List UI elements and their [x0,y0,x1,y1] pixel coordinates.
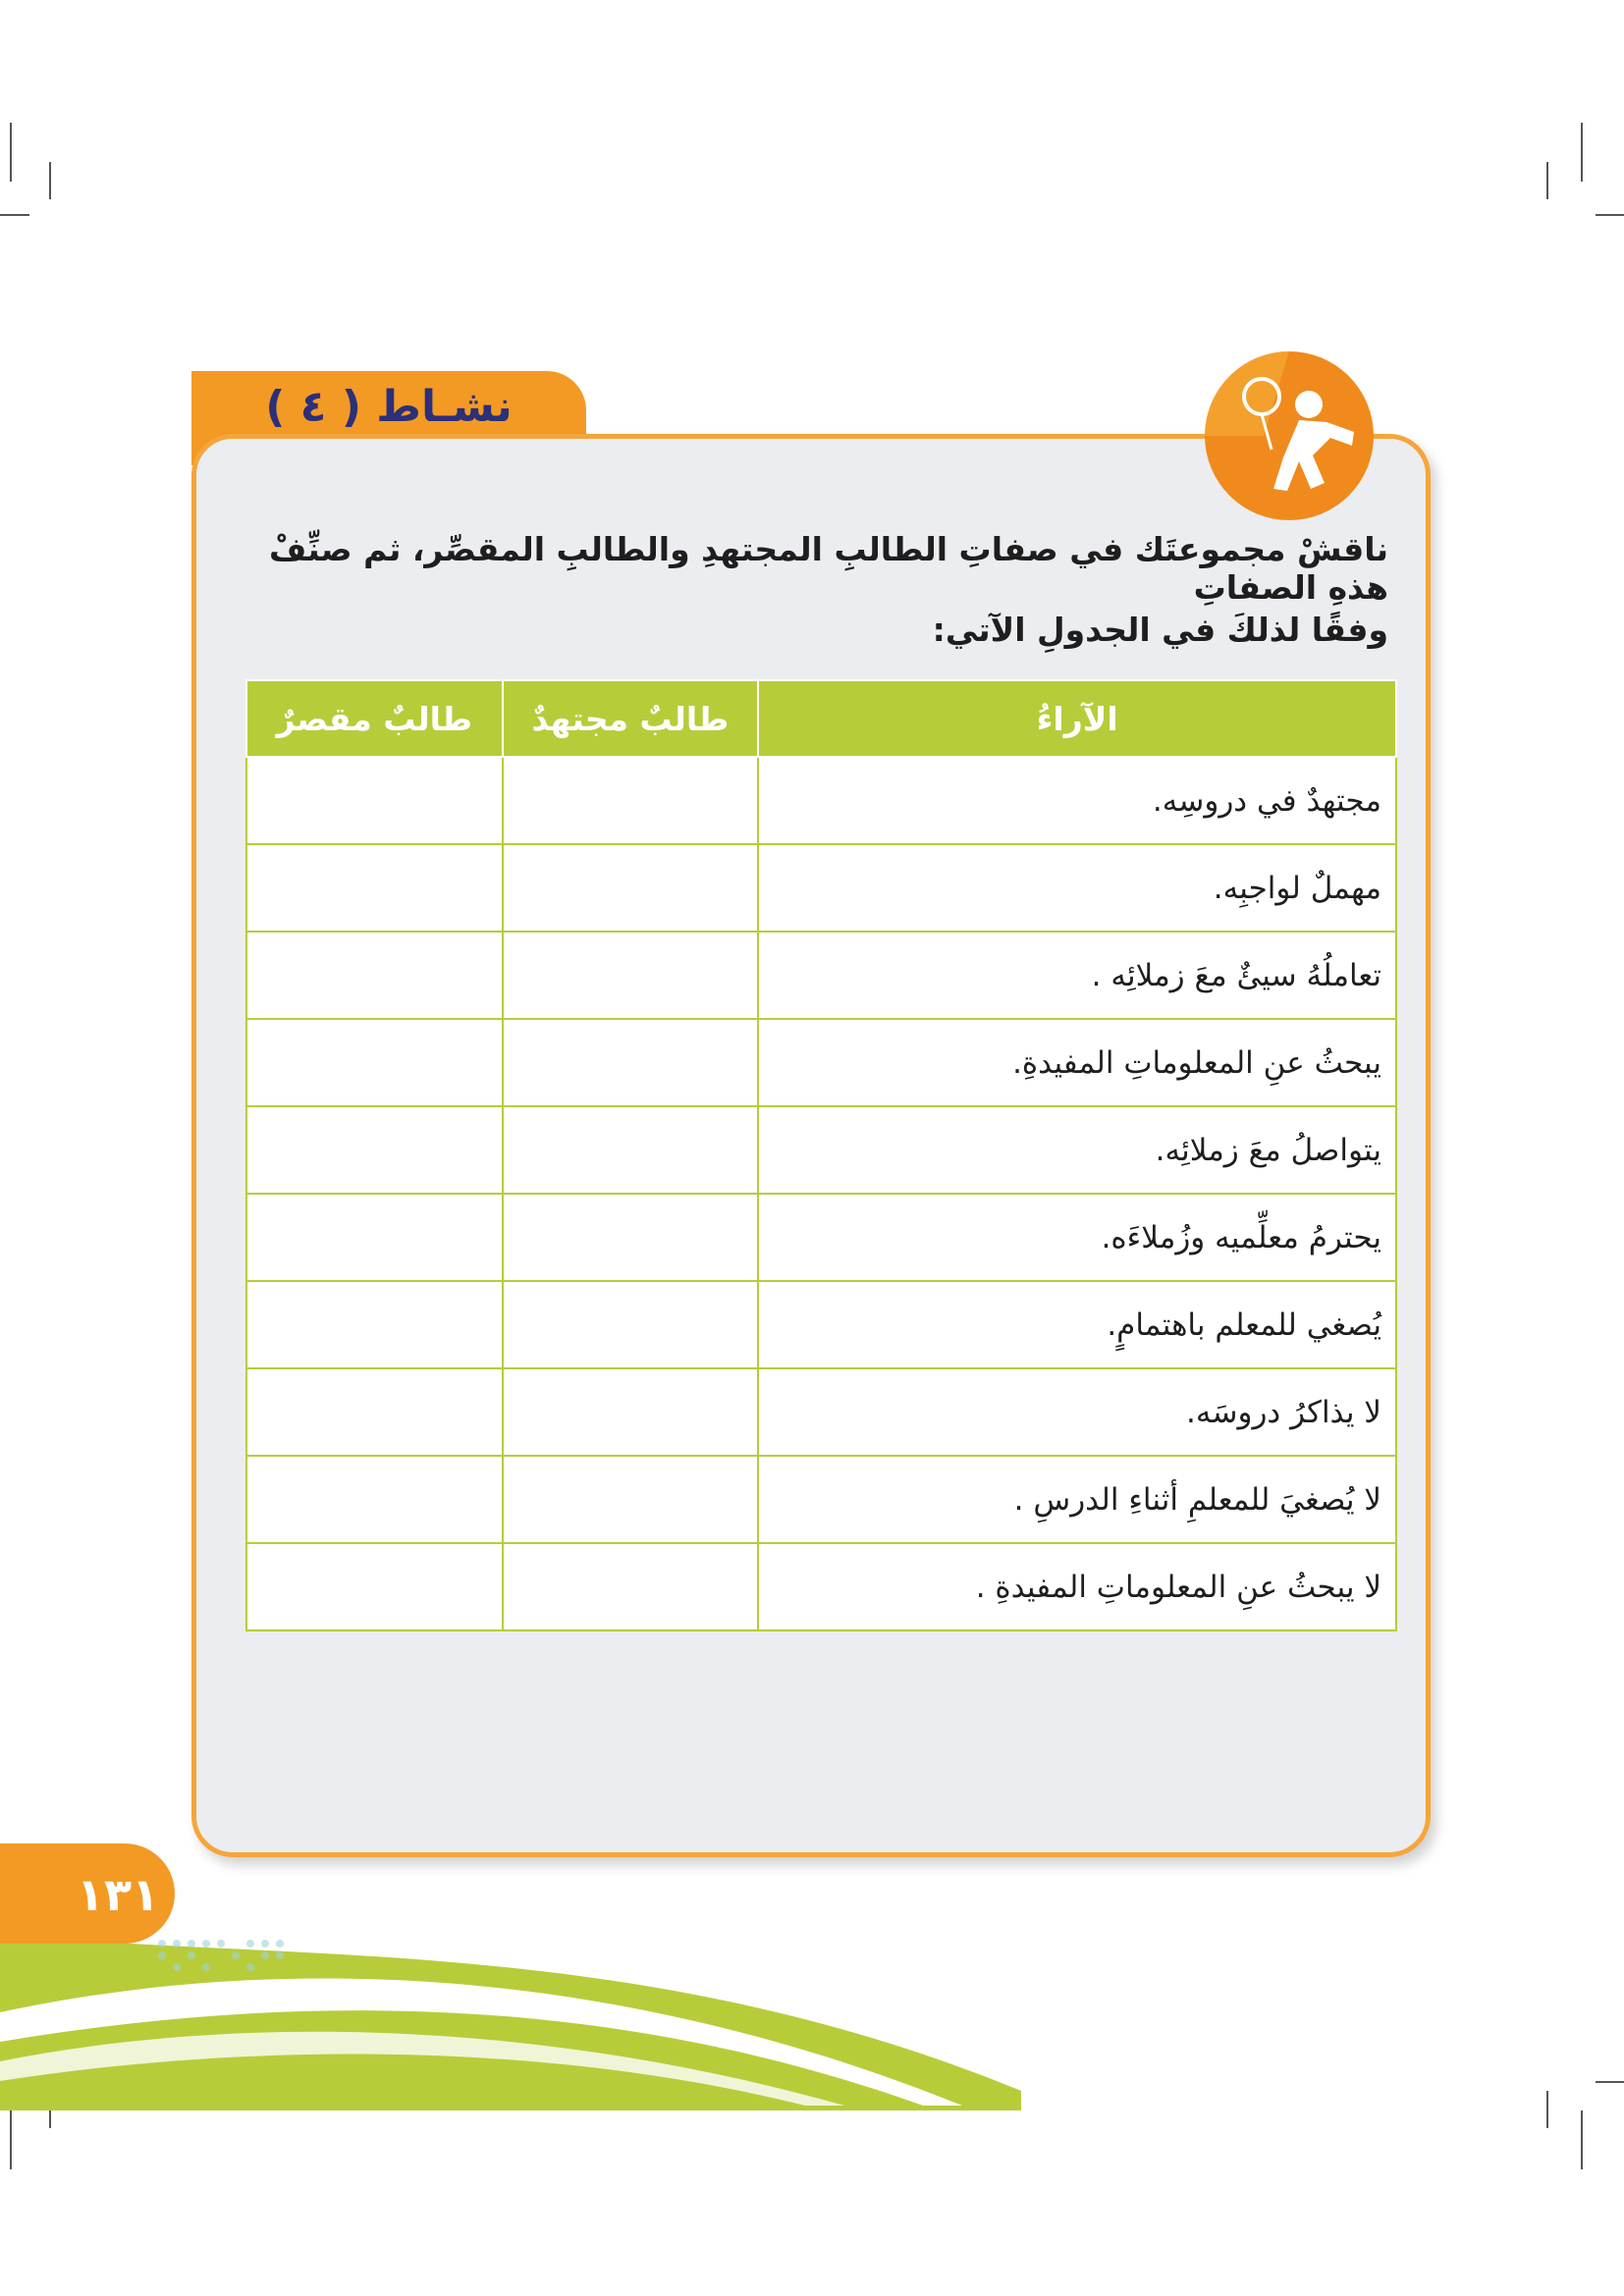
opinion-cell: يتواصلُ معَ زملائِه. [758,1106,1396,1194]
opinion-cell: مجتهدٌ في دروسِه. [758,757,1396,844]
crop-mark [1596,214,1624,216]
activity-title: نشـاط ( ٤ ) [265,381,513,432]
negligent-answer-cell[interactable] [246,1543,503,1630]
negligent-answer-cell[interactable] [246,757,503,844]
table-row [246,1368,1396,1456]
diligent-answer-cell[interactable] [503,844,759,932]
negligent-answer-cell[interactable] [246,1106,503,1194]
crop-mark [49,162,51,199]
crop-mark [0,214,29,216]
table-row [246,932,1396,1019]
diligent-answer-cell[interactable] [503,932,759,1019]
negligent-answer-cell[interactable] [246,1456,503,1543]
activity-badge [1205,351,1374,520]
header-diligent-student: طالبٌ مجتهدٌ [503,680,759,757]
diligent-answer-cell[interactable] [503,1456,759,1543]
diligent-answer-cell[interactable] [503,1106,759,1194]
child-balloon-icon [1205,351,1374,520]
classification-table [245,679,1397,1631]
table-row [246,844,1396,932]
crop-mark [1596,2081,1624,2083]
table-row [246,1019,1396,1106]
table-row [246,757,1396,844]
opinion-cell: يبحثُ عنِ المعلوماتِ المفيدةِ. [758,1019,1396,1106]
crop-mark [10,123,12,182]
crop-mark [1546,162,1548,199]
opinion-cell: يُصغي للمعلم باهتمامٍ. [758,1281,1396,1368]
header-negligent-student: طالبٌ مقصرٌ [246,680,503,757]
table-header-row [246,680,1396,757]
table-row [246,1543,1396,1630]
crop-mark [1546,2091,1548,2128]
table-row [246,1194,1396,1281]
diligent-answer-cell[interactable] [503,1194,759,1281]
negligent-answer-cell[interactable] [246,1368,503,1456]
opinion-cell: لا يُصغيَ للمعلمِ أثناءِ الدرسِ . [758,1456,1396,1543]
crop-mark [1581,2110,1583,2169]
negligent-answer-cell[interactable] [246,1281,503,1368]
opinion-cell: لا يبحثُ عنِ المعلوماتِ المفيدةِ . [758,1543,1396,1630]
page-number: ١٣١ [76,1868,160,1921]
opinion-cell: مهملٌ لواجبِه. [758,844,1396,932]
diligent-answer-cell[interactable] [503,757,759,844]
opinion-cell: تعاملُهُ سيئٌ معَ زملائِه . [758,932,1396,1019]
table-row [246,1456,1396,1543]
diligent-answer-cell[interactable] [503,1368,759,1456]
negligent-answer-cell[interactable] [246,932,503,1019]
table-row [246,1106,1396,1194]
instruction-line-2: وفقًا لذلكَ في الجدولِ الآتي: [932,611,1388,649]
header-opinions: الآراءُ [758,680,1396,757]
crop-mark [1581,123,1583,182]
diligent-answer-cell[interactable] [503,1543,759,1630]
table-row [246,1281,1396,1368]
opinion-cell: يحترمُ معلِّميه وزُملاءَه. [758,1194,1396,1281]
negligent-answer-cell[interactable] [246,844,503,932]
negligent-answer-cell[interactable] [246,1194,503,1281]
negligent-answer-cell[interactable] [246,1019,503,1106]
instruction-line-1: ناقشْ مجموعتَك في صفاتِ الطالبِ المجتهدِ والطالبِ المقصِّر، ثم صنِّفْ هذهِ الصفاتِ [268,530,1388,607]
diligent-answer-cell[interactable] [503,1281,759,1368]
opinion-cell: لا يذاكرُ دروسَه. [758,1368,1396,1456]
diligent-answer-cell[interactable] [503,1019,759,1106]
